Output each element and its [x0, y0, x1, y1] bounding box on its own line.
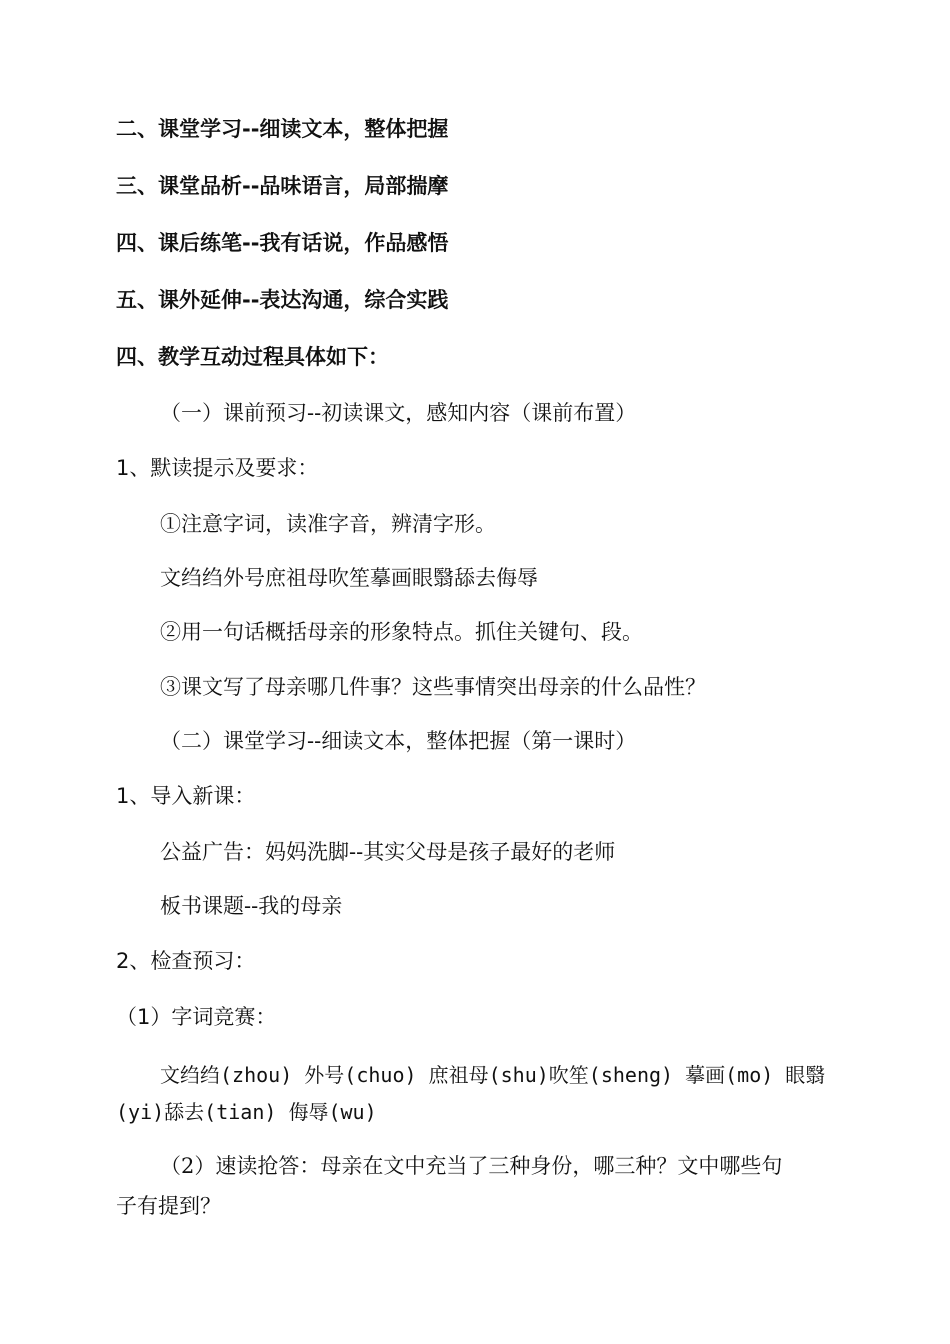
lesson-item-1: 1、导入新课：: [116, 784, 256, 808]
pinyin-line-1: 文绉绉(zhou) 外号(chuo) 庶祖母(shu)吹笙(sheng) 摹画(mo) 眼翳: [160, 1063, 826, 1087]
lesson-heading: （二）课堂学习--细读文本，整体把握（第一课时）: [160, 729, 637, 753]
sub-item-2-line-1: （2）速读抢答：母亲在文中充当了三种身份，哪三种？文中哪些句: [160, 1154, 783, 1178]
sub-item-1: （1）字词竞赛：: [116, 1005, 277, 1029]
section-heading-process: 四、教学互动过程具体如下：: [116, 345, 389, 369]
vocabulary-list: 文绉绉外号庶祖母吹笙摹画眼翳舔去侮辱: [160, 566, 538, 590]
public-ad-text: 公益广告：妈妈洗脚--其实父母是孩子最好的老师: [160, 840, 616, 864]
outline-item-3: 三、课堂品析--品味语言，局部揣摩: [116, 174, 449, 198]
pinyin-line-2: (yi)舔去(tian) 侮辱(wu): [116, 1100, 377, 1124]
requirement-2: ②用一句话概括母亲的形象特点。抓住关键句、段。: [160, 620, 643, 644]
board-title-text: 板书课题--我的母亲: [160, 894, 343, 918]
requirement-3: ③课文写了母亲哪几件事？这些事情突出母亲的什么品性？: [160, 675, 706, 699]
outline-item-4: 四、课后练笔--我有话说，作品感悟: [116, 231, 449, 255]
requirement-1: ①注意字词，读准字音，辨清字形。: [160, 512, 496, 536]
sub-item-2-line-2: 子有提到？: [116, 1194, 221, 1218]
preview-item-1: 1、默读提示及要求：: [116, 456, 319, 480]
preview-heading: （一）课前预习--初读课文，感知内容（课前布置）: [160, 401, 637, 425]
outline-item-5: 五、课外延伸--表达沟通，综合实践: [116, 288, 449, 312]
lesson-item-2: 2、检查预习：: [116, 949, 256, 973]
outline-item-2: 二、课堂学习--细读文本，整体把握: [116, 117, 449, 141]
